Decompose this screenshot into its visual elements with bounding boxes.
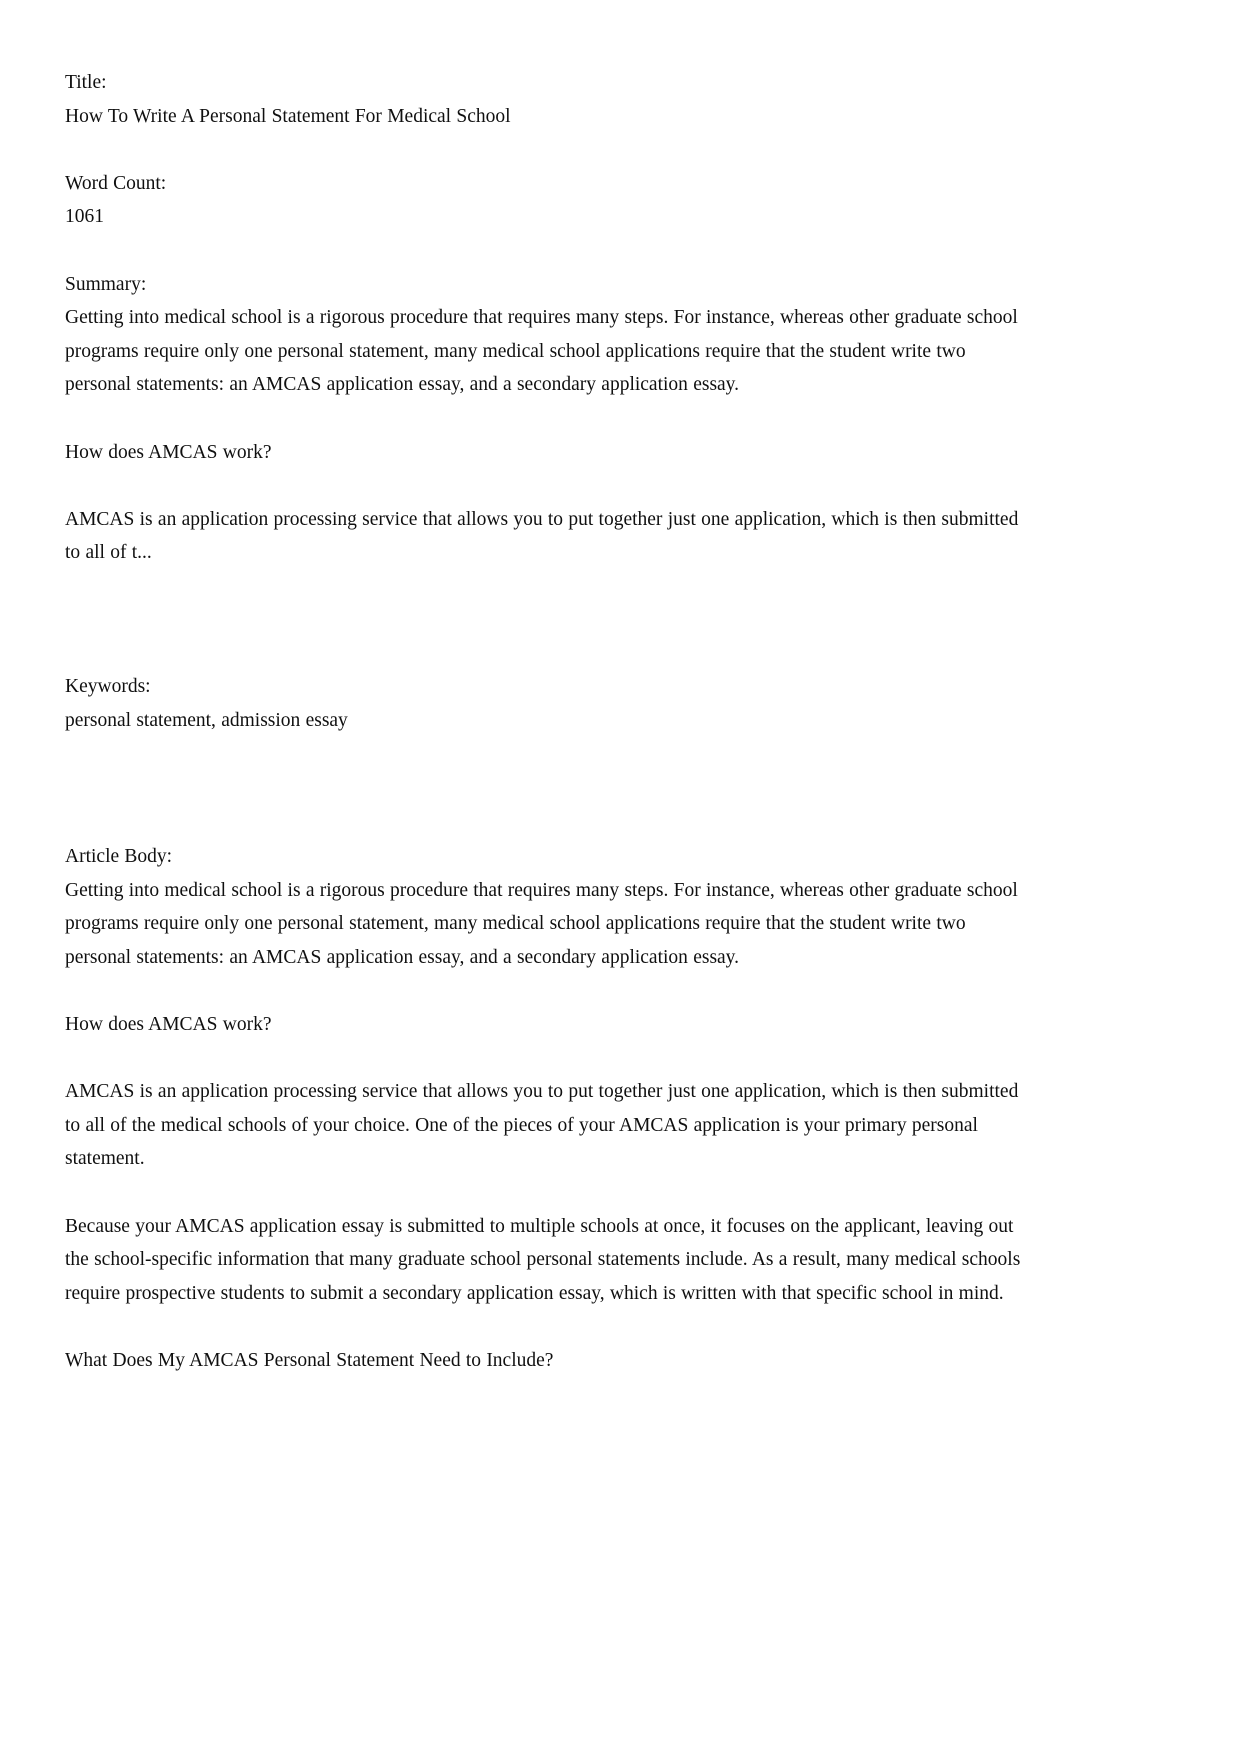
title-value: How To Write A Personal Statement For Medical School [65,105,511,127]
spacer [65,469,1027,503]
summary-paragraph: Getting into medical school is a rigorous procedure that requires many steps. For instance, whereas other graduate school programs require only one personal statement, many medical school applications require that the student write two personal statements: an AMCAS application essay, and a secondary application essay. [65,307,1018,396]
summary-label: Summary: [65,273,147,295]
spacer [65,974,1027,1008]
word-count-label: Word Count: [65,172,167,194]
spacer [65,570,1027,670]
article-body-label: Article Body: [65,846,173,868]
spacer [65,1042,1027,1076]
title-label: Title: [65,72,107,93]
summary-heading-amcas: How does AMCAS work? [65,441,272,463]
body-paragraph-1: Getting into medical school is a rigorous procedure that requires many steps. For instance, whereas other graduate school programs require only one personal statement, many medical school applications require that the student write two personal statements: an AMCAS application essay, and a secondary application essay. [65,879,1018,968]
spacer [65,737,1027,840]
spacer [65,1310,1027,1344]
body-heading-amcas-work: How does AMCAS work? [65,1014,272,1036]
spacer [65,1176,1027,1210]
keywords-label: Keywords: [65,675,151,697]
keywords-value: personal statement, admission essay [65,709,348,731]
spacer [65,402,1027,436]
spacer [65,234,1027,268]
document-text-column [65,66,1027,1378]
spacer [65,133,1027,167]
word-count-value: 1061 [65,206,104,228]
body-paragraph-3: Because your AMCAS application essay is submitted to multiple schools at once, it focuses on the applicant, leaving out the school-specific information that many graduate school personal statements include. As a result, many medical schools require prospective students to submit a secondary application essay, which is written with that specific school in mind. [65,1215,1021,1304]
body-heading-what-to-include: What Does My AMCAS Personal Statement Need to Include? [65,1350,554,1371]
body-paragraph-2: AMCAS is an application processing service that allows you to put together just one application, which is then submitted to all of the medical schools of your choice. One of the pieces of your AMCAS application is your primary personal statement. [65,1081,1019,1170]
summary-truncated-paragraph: AMCAS is an application processing service that allows you to put together just one application, which is then submitted to all of t... [65,508,1019,564]
